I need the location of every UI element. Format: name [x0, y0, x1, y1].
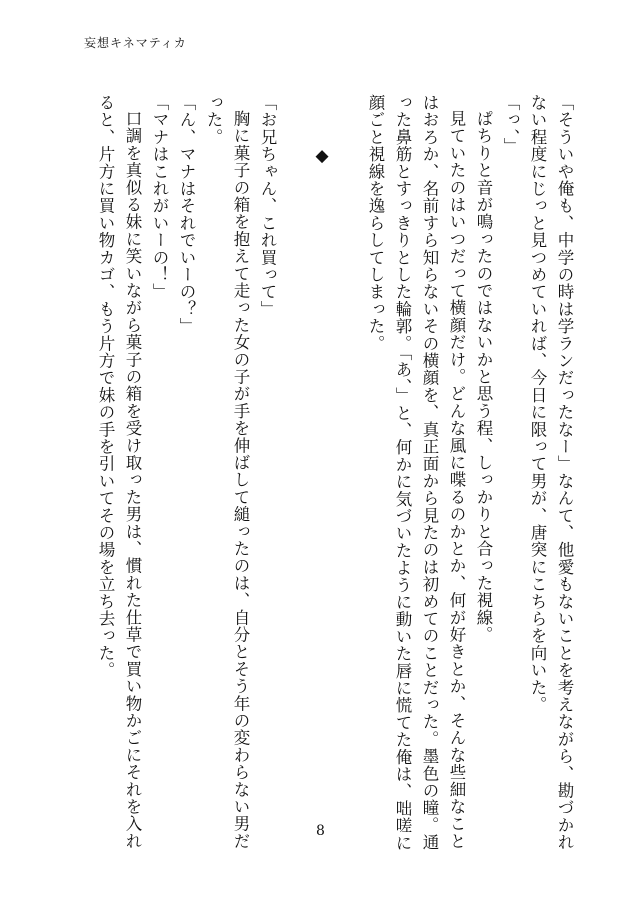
vertical-text-block: [78, 94, 578, 852]
text-line: 見ていたのはいつだって横顔だけ。どんな風に喋るのかとか、何が好きとか、そんな些細なこと: [447, 110, 466, 850]
text-line: 「ん、マナはそれでいーの？」: [177, 94, 196, 335]
text-line: 胸に菓子の箱を抱えて走った女の子が手を伸ばして縋ったのは、自分とそう年の変わらない男だ: [231, 110, 250, 850]
text-line: 「そういや俺も、中学の時は学ランだったなー」なんて、他愛もないことを考えながら、勘づかれ: [555, 94, 574, 851]
text-line: ぱちりと音が鳴ったのではないかと思う程、しっかりと合った視線。: [474, 110, 493, 644]
text-line: ると、片方に買い物カゴ、もう片方で妹の手を引いてその場を立ち去った。: [96, 94, 115, 679]
text-line: はおろか、名前すら知らないその横顔を、真正面から見たのは初めてのことだった。墨色の瞳。通: [420, 94, 439, 851]
text-line: 口調を真似る妹に笑いながら菓子の箱を受け取った男は、慣れた仕草で買い物かごにそれを入れ: [123, 110, 142, 850]
text-line: 「マナはこれがいーの！」: [150, 94, 169, 301]
text-line: 「っ、」: [501, 94, 520, 155]
text-line: った鼻筋とすっきりとした輪郭。「あ、」と、何かに気づいたように動いた唇に慌てた俺は、咄嗟に: [393, 94, 412, 852]
text-line: った。: [204, 94, 223, 146]
text-line: 顔ごと視線を逸らしてしまった。: [366, 94, 385, 352]
text-line: 「お兄ちゃん、これ買って」: [258, 94, 277, 318]
text-line: ない程度にじっと見つめていれば、今日に限って男が、唐突にこちらを向いた。: [528, 94, 547, 714]
section-break-ornament: ◆: [312, 146, 332, 167]
running-head: 妄想キネマティカ: [84, 36, 187, 50]
blank-line: [281, 94, 308, 814]
page-number: 8: [316, 823, 325, 839]
blank-line: [335, 94, 362, 814]
